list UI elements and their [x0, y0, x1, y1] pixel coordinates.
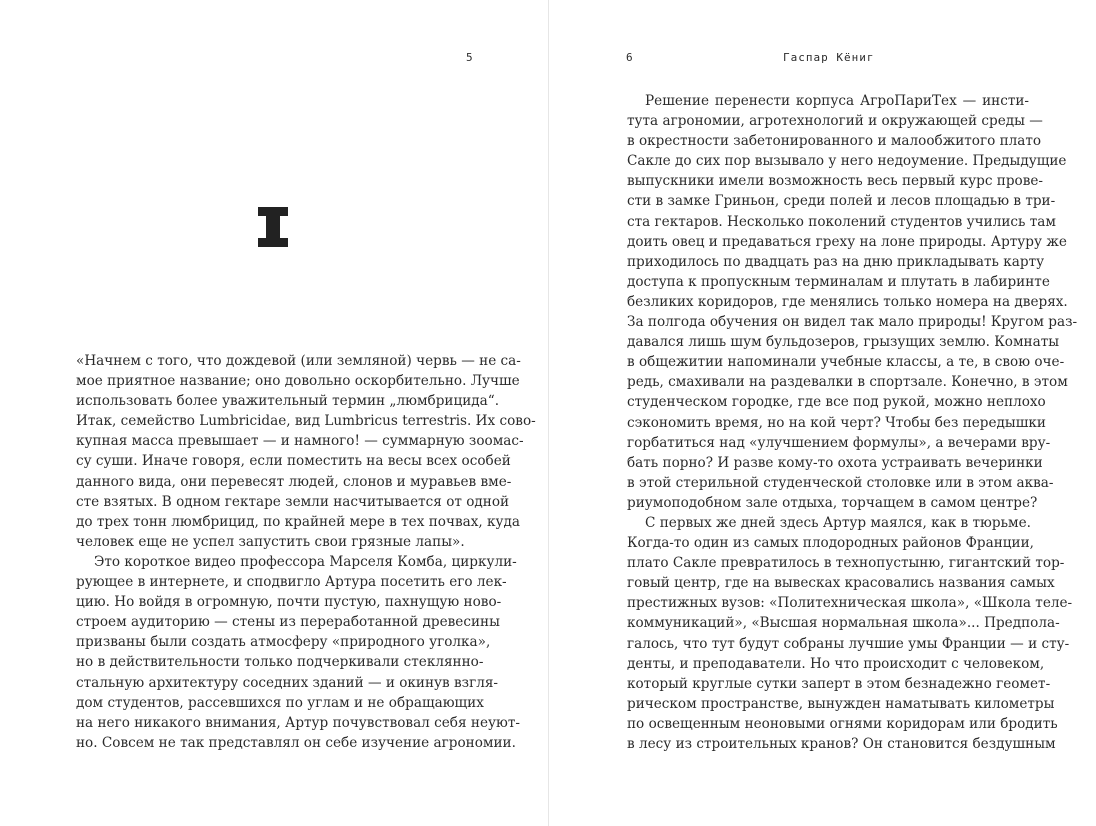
text-line: стальную архитектуру соседних зданий — и окинув взгля- — [76, 674, 499, 691]
text-line: в окрестности забетонированного и малообжитого плато — [627, 133, 1042, 150]
text-line: риумоподобном зале отдыха, торчащем в самом центре? — [627, 494, 1038, 511]
text-line: но в действительности только подчеркивали стеклянно- — [76, 654, 484, 671]
text-line: в лесу из строительных кранов? Он становится бездушным — [627, 736, 1056, 752]
text-line: но. Совсем не так представлял он себе изучение агрономии. — [76, 734, 516, 751]
text-line: «Начнем с того, что дождевой (или земляной) червь — не са- — [76, 353, 521, 369]
text-line: денты, и преподаватели. Но что происходит с человеком, — [627, 655, 1045, 672]
running-head-author: Гаспар Кёниг — [783, 51, 875, 64]
text-line: призваны были создать атмосферу «природного уголка», — [76, 634, 491, 651]
text-line: на него никакого внимания, Артур почувствовал себя неуют- — [76, 714, 520, 731]
page-number-left: 5 — [466, 51, 474, 64]
text-line: рическом пространстве, вынужден наматывать километры — [627, 695, 1055, 712]
text-line: редь, смахивали на раздевалки в спортзале. Конечно, в этом — [627, 374, 1068, 391]
text-line: плато Сакле превратилось в технопустыню, гигантский тор- — [627, 555, 1065, 572]
right-page-body-text — [627, 91, 1078, 754]
text-line: рующее в интернете, и сподвигло Артура посетить его лек- — [76, 574, 507, 591]
text-line: тута агрономии, агротехнологий и окружающей среды — — [627, 113, 1043, 130]
text-line: Это короткое видео профессора Марселя Комба, циркули- — [94, 553, 517, 570]
text-line: приходилось по двадцать раз на дню прикладывать карту — [627, 253, 1045, 270]
text-line: строем аудиторию — стены из переработанной древесины — [76, 614, 500, 631]
text-line: говый центр, где на вывесках красовались названия самых — [627, 575, 1055, 592]
chapter-numeral — [258, 207, 288, 247]
text-line: в общежитии напоминали учебные классы, а те, в свою оче- — [627, 354, 1065, 371]
text-line: горбатиться над «улучшением формулы», а вечерами вру- — [627, 434, 1051, 451]
text-line: доить овец и предаваться греху на лоне природы. Артуру же — [627, 233, 1067, 250]
text-line: ста гектаров. Несколько поколений студентов учились там — [627, 213, 1056, 230]
text-line: по освещенным неоновыми огнями коридорам или бродить — [627, 715, 1058, 732]
text-line: доступа к пропускным терминалам и плутать в лабиринте — [627, 273, 1050, 290]
text-line: купная масса превышает — и намного! — суммарную зоомас- — [76, 433, 524, 450]
text-line: Когда-то один из самых плодородных районов Франции, — [627, 535, 1034, 552]
text-line: Решение перенести корпуса АгроПариТех — инсти- — [645, 93, 1029, 109]
text-line: Итак, семейство Lumbricidae, вид Lumbricus terrestris. Их сово- — [76, 413, 536, 430]
text-line: данного вида, они перевесят людей, слонов и муравьев вме- — [76, 473, 512, 490]
chapter-numeral-serif-bottom — [258, 238, 288, 247]
text-line: престижных вузов: «Политехническая школа», «Школа теле- — [627, 595, 1073, 612]
text-line: дом студентов, рассевшихся по углам и не обращающих — [76, 694, 484, 711]
page-number-right: 6 — [626, 51, 634, 64]
text-line: За полгода обучения он видел так мало природы! Кругом раз- — [627, 314, 1078, 331]
text-line: С первых же дней здесь Артур маялся, как в тюрьме. — [645, 514, 1031, 531]
text-line: до трех тонн люмбрицид, по крайней мере в тех почвах, куда — [76, 513, 520, 530]
text-line: коммуникаций», «Высшая нормальная школа»... Предпола- — [627, 615, 1060, 632]
text-line: студенческом городке, где все под рукой, можно неплохо — [627, 394, 1046, 411]
text-line: цию. Но войдя в огромную, почти пустую, пахнущую ново- — [76, 594, 502, 611]
right-page — [549, 0, 1096, 826]
text-line: сте взятых. В одном гектаре земли насчитывается от одной — [76, 493, 510, 510]
text-line: выпускники имели возможность весь первый курс прове- — [627, 173, 1044, 190]
text-line: су суши. Иначе говоря, если поместить на весы всех особей — [76, 453, 511, 470]
text-line: мое приятное название; оно довольно оскорбительно. Лучше — [76, 373, 520, 390]
text-line: давался лишь шум бульдозеров, грызущих землю. Комнаты — [627, 334, 1060, 351]
text-line: сэкономить время, но на кой черт? Чтобы без передышки — [627, 414, 1046, 431]
text-line: безликих коридоров, где менялись только номера на дверях. — [627, 293, 1068, 310]
text-line: использовать более уважительный термин „люмбрицида“. — [76, 393, 500, 410]
text-line: сти в замке Гриньон, среди полей и лесов площадью в три- — [627, 193, 1056, 210]
text-line: который круглые сутки заперт в этом безнадежно геомет- — [627, 675, 1051, 692]
text-line: галось, что тут будут собраны лучшие умы Франции — и сту- — [627, 635, 1070, 652]
text-line: человек еще не успел запустить свои грязные лапы». — [76, 533, 465, 550]
text-line: Сакле до сих пор вызывало у него недоумение. Предыдущие — [627, 153, 1067, 170]
text-line: бать порно? И разве кому-то охота устраивать вечеринки — [627, 454, 1043, 471]
text-line: в этой стерильной студенческой столовке или в этом аква- — [627, 474, 1054, 491]
left-page-body-text — [76, 351, 536, 753]
